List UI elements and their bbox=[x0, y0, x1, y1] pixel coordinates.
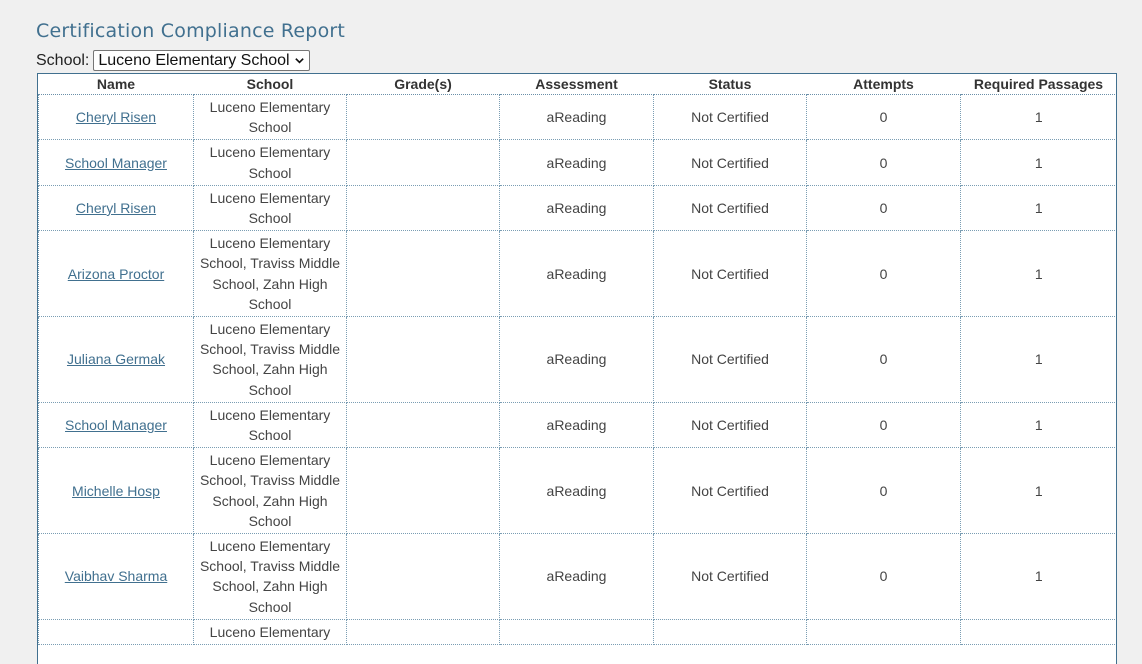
assessment-cell bbox=[500, 619, 654, 644]
name-cell bbox=[39, 317, 194, 403]
user-name-link[interactable]: Michelle Hosp bbox=[72, 482, 160, 499]
grades-cell bbox=[347, 619, 500, 644]
attempts-cell: 0 bbox=[807, 534, 961, 620]
grades-cell bbox=[347, 185, 500, 230]
table-row bbox=[39, 231, 1117, 317]
attempts-cell: 0 bbox=[807, 140, 961, 185]
attempts-cell: 0 bbox=[807, 402, 961, 447]
assessment-cell: aReading bbox=[500, 448, 654, 534]
user-name-link[interactable]: Cheryl Risen bbox=[75, 199, 157, 216]
required-passages-cell: 1 bbox=[961, 448, 1117, 534]
grades-cell bbox=[347, 402, 500, 447]
required-passages-cell bbox=[961, 619, 1117, 644]
required-passages-cell: 1 bbox=[961, 140, 1117, 185]
status-cell: Not Certified bbox=[654, 140, 807, 185]
name-cell bbox=[39, 140, 194, 185]
status-cell: Not Certified bbox=[654, 185, 807, 230]
school-cell: Luceno Elementary School, Traviss Middle School, Zahn High School bbox=[194, 317, 347, 403]
attempts-cell bbox=[807, 619, 961, 644]
school-filter bbox=[36, 50, 310, 71]
school-cell: Luceno Elementary School bbox=[194, 402, 347, 447]
compliance-table-container bbox=[37, 73, 1117, 664]
column-header-status[interactable]: Status bbox=[654, 74, 807, 95]
attempts-cell: 0 bbox=[807, 231, 961, 317]
name-cell bbox=[39, 185, 194, 230]
school-select[interactable] bbox=[93, 50, 309, 71]
grades-cell bbox=[347, 140, 500, 185]
name-cell bbox=[39, 448, 194, 534]
required-passages-cell: 1 bbox=[961, 185, 1117, 230]
column-header-required-passages[interactable]: Required Passages bbox=[961, 74, 1117, 95]
user-name-link[interactable]: Vaibhav Sharma bbox=[64, 568, 168, 585]
school-cell: Luceno Elementary School bbox=[194, 185, 347, 230]
user-name-link[interactable]: Juliana Germak bbox=[66, 351, 166, 368]
compliance-table bbox=[38, 74, 1117, 645]
name-cell bbox=[39, 619, 194, 644]
user-name-link[interactable]: Arizona Proctor bbox=[67, 265, 165, 282]
assessment-cell: aReading bbox=[500, 231, 654, 317]
attempts-cell: 0 bbox=[807, 317, 961, 403]
user-name-link[interactable]: School Manager bbox=[65, 154, 167, 171]
school-cell: Luceno Elementary School, Traviss Middle School, Zahn High School bbox=[194, 534, 347, 620]
name-cell bbox=[39, 95, 194, 140]
status-cell bbox=[654, 619, 807, 644]
chevron-down-icon bbox=[294, 55, 305, 66]
school-cell: Luceno Elementary School, Traviss Middle School, Zahn High School bbox=[194, 448, 347, 534]
status-cell: Not Certified bbox=[654, 534, 807, 620]
column-header-assessment[interactable]: Assessment bbox=[500, 74, 654, 95]
table-row bbox=[39, 140, 1117, 185]
table-row bbox=[39, 448, 1117, 534]
name-cell bbox=[39, 402, 194, 447]
grades-cell bbox=[347, 317, 500, 403]
attempts-cell: 0 bbox=[807, 448, 961, 534]
grades-cell bbox=[347, 231, 500, 317]
assessment-cell: aReading bbox=[500, 402, 654, 447]
assessment-cell: aReading bbox=[500, 95, 654, 140]
status-cell: Not Certified bbox=[654, 317, 807, 403]
school-select-value: Luceno Elementary School bbox=[98, 51, 290, 69]
column-header-school[interactable]: School bbox=[194, 74, 347, 95]
table-row bbox=[39, 95, 1117, 140]
assessment-cell: aReading bbox=[500, 185, 654, 230]
column-header-name[interactable]: Name bbox=[39, 74, 194, 95]
name-cell bbox=[39, 231, 194, 317]
column-header-attempts[interactable]: Attempts bbox=[807, 74, 961, 95]
required-passages-cell: 1 bbox=[961, 95, 1117, 140]
grades-cell bbox=[347, 448, 500, 534]
attempts-cell: 0 bbox=[807, 185, 961, 230]
school-cell: Luceno Elementary School bbox=[194, 95, 347, 140]
assessment-cell: aReading bbox=[500, 317, 654, 403]
column-header-grades[interactable]: Grade(s) bbox=[347, 74, 500, 95]
table-row bbox=[39, 402, 1117, 447]
school-cell: Luceno Elementary School, Traviss Middle School, Zahn High School bbox=[194, 231, 347, 317]
status-cell: Not Certified bbox=[654, 402, 807, 447]
page-title: Certification Compliance Report bbox=[36, 20, 346, 42]
school-cell: Luceno Elementary bbox=[194, 619, 347, 644]
assessment-cell: aReading bbox=[500, 140, 654, 185]
table-row bbox=[39, 534, 1117, 620]
school-cell: Luceno Elementary School bbox=[194, 140, 347, 185]
table-row bbox=[39, 185, 1117, 230]
table-header-row bbox=[39, 74, 1117, 95]
school-filter-label: School: bbox=[36, 51, 90, 69]
table-row bbox=[39, 619, 1117, 644]
required-passages-cell: 1 bbox=[961, 231, 1117, 317]
status-cell: Not Certified bbox=[654, 448, 807, 534]
user-name-link[interactable]: Cheryl Risen bbox=[75, 109, 157, 126]
attempts-cell: 0 bbox=[807, 95, 961, 140]
status-cell: Not Certified bbox=[654, 95, 807, 140]
grades-cell bbox=[347, 95, 500, 140]
required-passages-cell: 1 bbox=[961, 402, 1117, 447]
name-cell bbox=[39, 534, 194, 620]
required-passages-cell: 1 bbox=[961, 317, 1117, 403]
grades-cell bbox=[347, 534, 500, 620]
user-name-link[interactable]: School Manager bbox=[65, 416, 167, 433]
status-cell: Not Certified bbox=[654, 231, 807, 317]
assessment-cell: aReading bbox=[500, 534, 654, 620]
required-passages-cell: 1 bbox=[961, 534, 1117, 620]
table-row bbox=[39, 317, 1117, 403]
